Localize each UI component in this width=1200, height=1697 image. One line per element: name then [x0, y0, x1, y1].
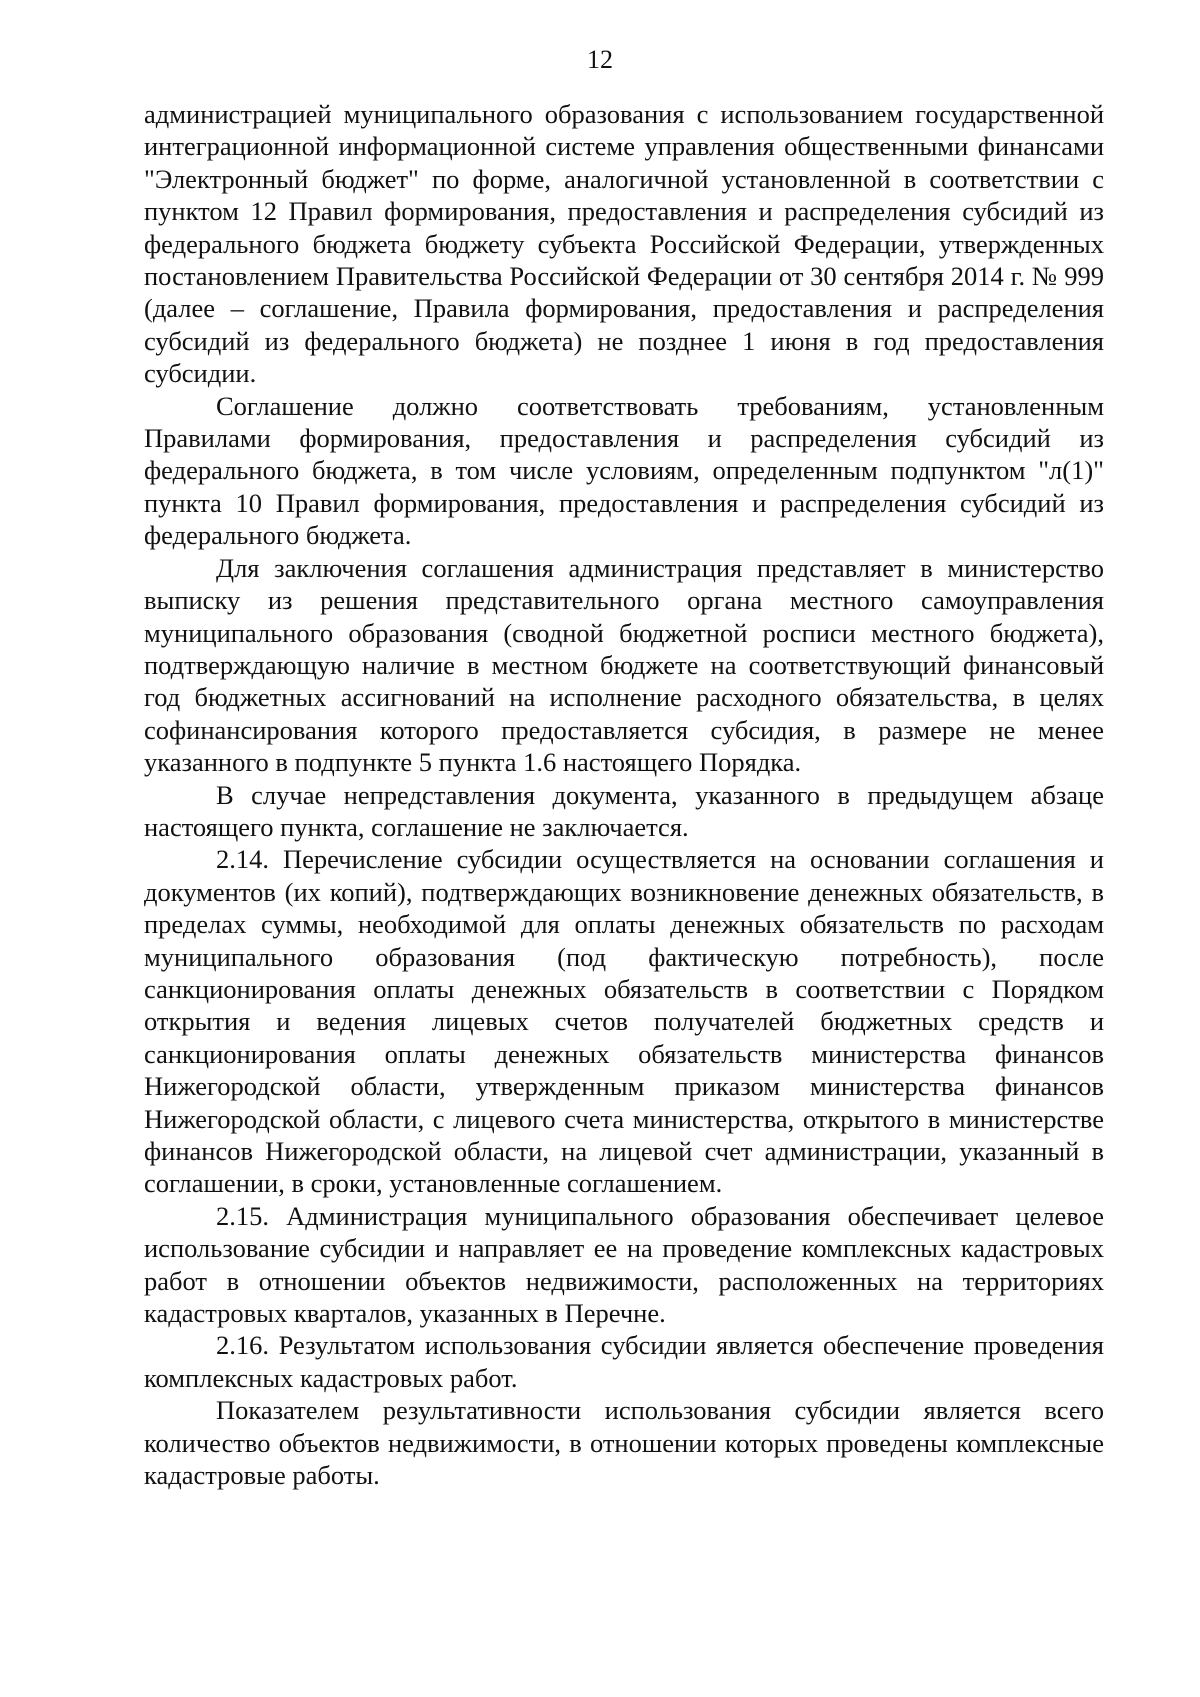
paragraph-2-14: 2.14. Перечисление субсидии осуществляется на основании соглашения и документов (их копий), подтверждающих возникновение денежных обязательств, в пределах суммы, необходимой для оплаты денежных обязательств по расходам муниципального образования (под фактическую потребность), после санкционирования оплаты денежных обязательств в соответствии с Порядком открытия и ведения лицевых счетов получателей бюджетных средств и санкционирования оплаты денежных обязательств министерства финансов Нижегородской области, утвержденным приказом министерства финансов Нижегородской области, с лицевого счета министерства, открытого в министерстве финансов Нижегородской области, на лицевой счет администрации, указанный в соглашении, в сроки, установленные соглашением.: [144, 844, 1104, 1199]
document-body: [144, 98, 1104, 1491]
paragraph-1: администрацией муниципального образования с использованием государственной интеграционной информационной системе управления общественными финансами "Электронный бюджет" по форме, аналогичной установленной в соответствии с пунктом 12 Правил формирования, предоставления и распределения субсидий из федерального бюджета бюджету субъекта Российской Федерации, утвержденных постановлением Правительства Российской Федерации от 30 сентября 2014 г. № 999 (далее – соглашение, Правила формирования, предоставления и распределения субсидий из федерального бюджета) не позднее 1 июня в год предоставления субсидии.: [144, 99, 1104, 389]
paragraph-3: Для заключения соглашения администрация представляет в министерство выписку из решения представительного органа местного самоуправления муниципального образования (сводной бюджетной росписи местного бюджета), подтверждающую наличие в местном бюджете на соответствующий финансовый год бюджетных ассигнований на исполнение расходного обязательства, в целях софинансирования которого предоставляется субсидия, в размере не менее указанного в подпункте 5 пункта 1.6 настоящего Порядка.: [144, 552, 1104, 778]
paragraph-4: В случае непредставления документа, указанного в предыдущем абзаце настоящего пункта, соглашение не заключается.: [144, 779, 1104, 842]
paragraph-2: Соглашение должно соответствовать требованиям, установленным Правилами формирования, предоставления и распределения субсидий из федерального бюджета, в том числе условиям, определенным подпунктом "л(1)" пункта 10 Правил формирования, предоставления и распределения субсидий из федерального бюджета.: [144, 390, 1104, 551]
page-number: 12: [587, 45, 613, 74]
paragraph-2-16: 2.16. Результатом использования субсидии является обеспечение проведения комплексных кадастровых работ.: [144, 1330, 1104, 1393]
paragraph-indicator: Показателем результативности использования субсидии является всего количество объектов недвижимости, в отношении которых проведены комплексные кадастровые работы.: [144, 1395, 1104, 1491]
paragraph-2-15: 2.15. Администрация муниципального образования обеспечивает целевое использование субсидии и направляет ее на проведение комплексных кадастровых работ в отношении объектов недвижимости, расположенных на территориях кадастровых кварталов, указанных в Перечне.: [144, 1200, 1104, 1329]
